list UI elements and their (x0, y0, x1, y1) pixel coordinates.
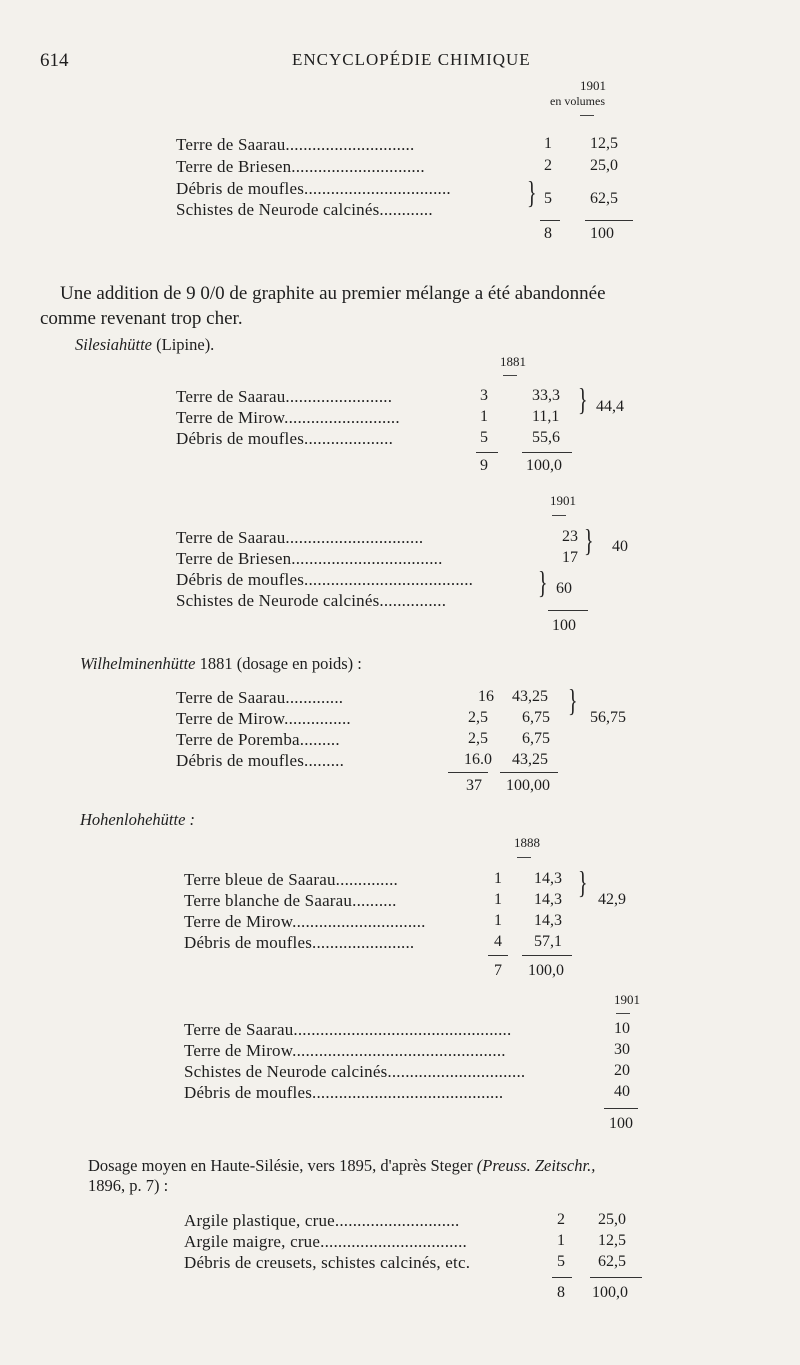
table-row-pct: 25,0 (598, 1211, 626, 1228)
brace: } (584, 524, 594, 560)
table-row-qty: 2 (544, 157, 552, 174)
table-row-label: Terre blanche de Saarau.......... (184, 891, 397, 910)
total-pct: 100,0 (528, 962, 564, 979)
table-row-label: Schistes de Neurode calcinés............... (176, 591, 447, 610)
brace: } (578, 866, 588, 902)
section-heading-wilhelminenhutte (80, 654, 362, 674)
year-header: 1901 (614, 992, 640, 1007)
table-row-label: Terre de Mirow.............................. (184, 912, 426, 931)
table-row-label: Débris de moufles........................................... (184, 1083, 504, 1102)
table-row-pct: 25,0 (590, 157, 618, 174)
table-row-label: Débris de moufles................................. (176, 179, 451, 198)
table-row-qty: 1 (480, 408, 488, 425)
table-row-qty: 5 (557, 1253, 565, 1270)
paragraph-line (88, 1156, 595, 1176)
table-row-label: Débris de moufles.................... (176, 429, 394, 448)
table-row-b: 43,25 (512, 688, 548, 705)
total-pct: 100,0 (592, 1284, 628, 1301)
table-row-value: 40 (614, 1083, 630, 1100)
group-sum: 56,75 (590, 709, 626, 726)
page-number: 614 (40, 50, 69, 71)
table-row-pct: 57,1 (534, 933, 562, 950)
table-row-value: 10 (614, 1020, 630, 1037)
group-pct: 44,4 (596, 398, 624, 415)
table-row-qty: 5 (480, 429, 488, 446)
table-row-label: Débris de moufles....................... (184, 933, 415, 952)
table-row-label: Terre de Briesen.............................. (176, 157, 425, 176)
paragraph-line: Une addition de 9 0/0 de graphite au premier mélange a été abandonnée (60, 283, 606, 304)
table-row-pct: 12,5 (590, 135, 618, 152)
total-pct: 100 (590, 225, 614, 242)
year-header: 1901 (550, 493, 576, 508)
total: 100 (552, 617, 576, 634)
table-row-qty: 1 (557, 1232, 565, 1249)
group-sum: 42,9 (598, 891, 626, 908)
table-row-pct: 62,5 (598, 1253, 626, 1270)
table-row-label: Terre de Mirow.......................... (176, 408, 400, 427)
total-qty: 9 (480, 457, 488, 474)
total-qty: 8 (557, 1284, 565, 1301)
table-row-pct: 12,5 (598, 1232, 626, 1249)
table-row-value: 30 (614, 1041, 630, 1058)
total-b: 100,00 (506, 777, 550, 794)
heading-rest: (Lipine). (156, 335, 215, 354)
paragraph-line: comme revenant trop cher. (40, 308, 243, 329)
table-row-label: Terre de Mirow............... (176, 709, 351, 728)
table-row-label: Terre de Saarau................................................. (184, 1020, 512, 1039)
total: 100 (609, 1115, 633, 1132)
table-row-b: 6,75 (522, 730, 550, 747)
table-row-qty: 1 (544, 135, 552, 152)
table-row-label: Schistes de Neurode calcinés............ (176, 200, 433, 219)
table-row-pct: 23 (562, 528, 578, 545)
heading-name: Wilhelminenhütte (80, 654, 196, 673)
table-row-label: Argile plastique, crue............................ (184, 1211, 460, 1230)
brace: } (578, 383, 588, 419)
table-row-a: 16.0 (464, 751, 492, 768)
table-row-qty: 3 (480, 387, 488, 404)
table-row-label: Débris de moufles...................................... (176, 570, 474, 589)
table-row-pct: 33,3 (532, 387, 560, 404)
brace: } (568, 684, 578, 720)
group-sum: 60 (556, 580, 572, 597)
table-row-label: Terre de Mirow................................................ (184, 1041, 506, 1060)
table-row-pct: 14,3 (534, 891, 562, 908)
total-qty: 8 (544, 225, 552, 242)
total-a: 37 (466, 777, 482, 794)
table-row-pct: 55,6 (532, 429, 560, 446)
table-row-b: 6,75 (522, 709, 550, 726)
brace: } (527, 176, 537, 212)
table-row-label: Terre de Briesen.................................. (176, 549, 443, 568)
table-row-label: Terre de Saarau............................. (176, 135, 415, 154)
section-heading-silesiahutte (75, 335, 214, 355)
table-row-qty: 2 (557, 1211, 565, 1228)
table-row-qty: 1 (494, 891, 502, 908)
group-qty: 5 (544, 190, 552, 207)
total-qty: 7 (494, 962, 502, 979)
table-row-pct: 17 (562, 549, 578, 566)
heading-name: Silesiahütte (75, 335, 152, 354)
table-row-label: Terre de Saarau........................ (176, 387, 393, 406)
table-row-label: Terre de Poremba......... (176, 730, 340, 749)
table-row-qty: 4 (494, 933, 502, 950)
table-row-qty: 1 (494, 870, 502, 887)
section-heading-hohenlohehutte: Hohenlohehütte : (80, 810, 196, 829)
table-row-label: Argile maigre, crue................................. (184, 1232, 467, 1251)
table-row-pct: 14,3 (534, 912, 562, 929)
running-title: ENCYCLOPÉDIE CHIMIQUE (292, 50, 531, 69)
paragraph-line: 1896, p. 7) : (88, 1176, 169, 1195)
table-row-b: 43,25 (512, 751, 548, 768)
table-row-label: Terre de Saarau............................... (176, 528, 424, 547)
dosage-text: Dosage moyen en Haute-Silésie, vers 1895, d'après Steger (88, 1156, 473, 1175)
table-row-label: Terre bleue de Saarau.............. (184, 870, 398, 889)
table-row-pct: 14,3 (534, 870, 562, 887)
year-header: 1901 (580, 78, 606, 93)
table-row-value: 20 (614, 1062, 630, 1079)
table-row-label: Schistes de Neurode calcinés............................... (184, 1062, 526, 1081)
dosage-reference: (Preuss. Zeitschr., (476, 1156, 596, 1175)
table-row-label: Terre de Saarau............. (176, 688, 344, 707)
group-pct: 62,5 (590, 190, 618, 207)
table-row-a: 16 (478, 688, 494, 705)
year-header: 1888 (514, 835, 540, 850)
table-row-pct: 11,1 (532, 408, 560, 425)
group-sum: 40 (612, 538, 628, 555)
table-row-qty: 1 (494, 912, 502, 929)
brace: } (538, 566, 548, 602)
table-row-a: 2,5 (468, 709, 488, 726)
table-row-a: 2,5 (468, 730, 488, 747)
heading-rest: 1881 (dosage en poids) : (199, 654, 362, 673)
table-row-label: Débris de creusets, schistes calcinés, etc. (184, 1253, 471, 1272)
year-header: 1881 (500, 354, 526, 369)
total-pct: 100,0 (526, 457, 562, 474)
unit-header: en volumes (550, 94, 605, 108)
table-row-label: Débris de moufles......... (176, 751, 345, 770)
